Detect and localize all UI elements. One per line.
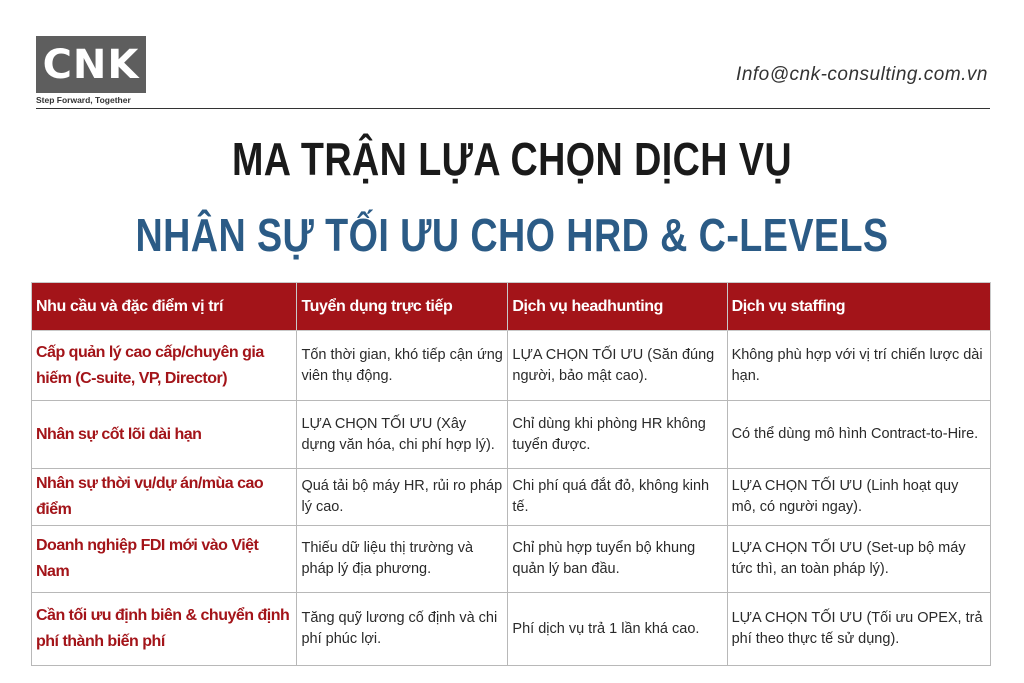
- table-row: [32, 401, 991, 469]
- table-row: [32, 331, 991, 401]
- logo-text: CNK: [42, 41, 140, 88]
- cell-staffing: Không phù hợp với vị trí chiến lược dài hạn.: [727, 331, 990, 401]
- cell-direct: Thiếu dữ liệu thị trường và pháp lý địa phương.: [297, 526, 508, 593]
- cell-headhunting: Chỉ dùng khi phòng HR không tuyển được.: [508, 401, 727, 469]
- service-matrix-table: [31, 282, 991, 666]
- cell-headhunting: Chi phí quá đắt đỏ, không kinh tế.: [508, 469, 727, 526]
- cell-need: Nhân sự cốt lõi dài hạn: [32, 401, 297, 469]
- cell-staffing: LỰA CHỌN TỐI ƯU (Tối ưu OPEX, trả phí theo thực tế sử dụng).: [727, 593, 990, 666]
- header-direct: Tuyển dụng trực tiếp: [297, 283, 508, 331]
- company-logo: [36, 36, 146, 105]
- logo-tagline: Step Forward, Together: [36, 95, 131, 105]
- cell-need: Nhân sự thời vụ/dự án/mùa cao điểm: [32, 469, 297, 526]
- header-staffing: Dịch vụ staffing: [727, 283, 990, 331]
- cell-staffing: LỰA CHỌN TỐI ƯU (Set-up bộ máy tức thì, an toàn pháp lý).: [727, 526, 990, 593]
- cell-staffing: Có thể dùng mô hình Contract-to-Hire.: [727, 401, 990, 469]
- table-row: [32, 593, 991, 666]
- cell-direct: Tăng quỹ lương cố định và chi phí phúc lợi.: [297, 593, 508, 666]
- cell-need: Doanh nghiệp FDI mới vào Việt Nam: [32, 526, 297, 593]
- table-row: [32, 469, 991, 526]
- cell-need: Cấp quản lý cao cấp/chuyên gia hiếm (C-suite, VP, Director): [32, 331, 297, 401]
- table-header-row: [32, 283, 991, 331]
- title-line-1: MA TRẬN LỰA CHỌN DỊCH VỤ: [231, 133, 793, 185]
- header-headhunting: Dịch vụ headhunting: [508, 283, 727, 331]
- cell-headhunting: Chỉ phù hợp tuyển bộ khung quản lý ban đầu.: [508, 526, 727, 593]
- header-divider: [36, 108, 990, 109]
- cell-headhunting: Phí dịch vụ trả 1 lần khá cao.: [508, 593, 727, 666]
- cell-need: Cần tối ưu định biên & chuyển định phí thành biến phí: [32, 593, 297, 666]
- cell-direct: Tốn thời gian, khó tiếp cận ứng viên thụ động.: [297, 331, 508, 401]
- header-need: Nhu cầu và đặc điểm vị trí: [32, 283, 297, 331]
- title-line-2: NHÂN SỰ TỐI ƯU CHO HRD & C-LEVELS: [135, 209, 889, 261]
- cell-direct: LỰA CHỌN TỐI ƯU (Xây dựng văn hóa, chi phí hợp lý).: [297, 401, 508, 469]
- cell-staffing: LỰA CHỌN TỐI ƯU (Linh hoạt quy mô, có người ngay).: [727, 469, 990, 526]
- logo-box: [36, 36, 146, 93]
- table-row: [32, 526, 991, 593]
- cell-headhunting: LỰA CHỌN TỐI ƯU (Săn đúng người, bảo mật cao).: [508, 331, 727, 401]
- cell-direct: Quá tải bộ máy HR, rủi ro pháp lý cao.: [297, 469, 508, 526]
- contact-email: Info@cnk-consulting.com.vn: [736, 64, 988, 85]
